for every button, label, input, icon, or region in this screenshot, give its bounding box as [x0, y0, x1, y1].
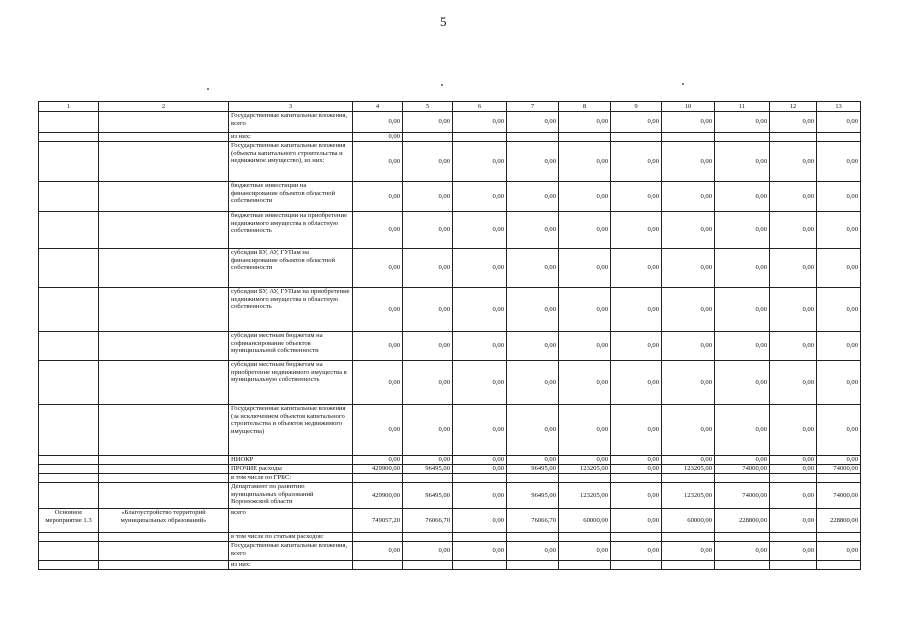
- table-body: [39, 112, 861, 570]
- value-cell: [353, 474, 403, 483]
- table-row: [39, 405, 861, 456]
- value-cell: 0,00: [770, 332, 817, 361]
- table-row: [39, 212, 861, 249]
- value-cell: [817, 561, 861, 570]
- value-cell: [611, 561, 662, 570]
- value-cell: 0,00: [507, 142, 559, 182]
- value-cell: 0,00: [507, 212, 559, 249]
- scan-speck: [207, 88, 209, 90]
- value-cell: [403, 133, 453, 142]
- value-cell: 0,00: [770, 542, 817, 561]
- value-cell: 0,00: [559, 332, 611, 361]
- table-row: [39, 112, 861, 133]
- value-cell: 0,00: [715, 405, 770, 456]
- value-cell: 749057,20: [353, 509, 403, 533]
- value-cell: 0,00: [817, 142, 861, 182]
- value-cell: 0,00: [770, 112, 817, 133]
- value-cell: 0,00: [559, 288, 611, 332]
- value-cell: 123205,00: [662, 483, 715, 509]
- value-cell: 0,00: [453, 509, 507, 533]
- value-cell: 0,00: [611, 182, 662, 212]
- activity-name-cell: [39, 212, 99, 249]
- value-cell: 0,00: [662, 182, 715, 212]
- value-cell: 0,00: [611, 542, 662, 561]
- value-cell: [611, 474, 662, 483]
- value-cell: 0,00: [353, 542, 403, 561]
- expense-item-cell: субсидии местным бюджетам на софинансирование объектов муниципальной собственности: [229, 332, 353, 361]
- value-cell: 0,00: [507, 182, 559, 212]
- value-cell: [507, 474, 559, 483]
- table-row: [39, 182, 861, 212]
- table-row: [39, 474, 861, 483]
- value-cell: 0,00: [611, 405, 662, 456]
- value-cell: 0,00: [453, 142, 507, 182]
- expense-item-cell: бюджетные инвестиции на финансирование объектов областной собственности: [229, 182, 353, 212]
- value-cell: [403, 561, 453, 570]
- value-cell: [559, 561, 611, 570]
- value-cell: 0,00: [559, 542, 611, 561]
- value-cell: 0,00: [611, 465, 662, 474]
- value-cell: 123205,00: [559, 483, 611, 509]
- value-cell: 429900,00: [353, 483, 403, 509]
- value-cell: 0,00: [817, 212, 861, 249]
- activity-name-cell: [39, 288, 99, 332]
- expense-item-cell: Департамент по развитию муниципальных образований Воронежской области: [229, 483, 353, 509]
- value-cell: 0,00: [559, 112, 611, 133]
- value-cell: 0,00: [403, 361, 453, 405]
- column-number: 9: [611, 102, 662, 112]
- value-cell: [403, 533, 453, 542]
- activity-title-cell: [99, 474, 229, 483]
- value-cell: 0,00: [817, 361, 861, 405]
- value-cell: 0,00: [353, 182, 403, 212]
- value-cell: 0,00: [353, 142, 403, 182]
- activity-name-cell: [39, 405, 99, 456]
- activity-title-cell: [99, 542, 229, 561]
- value-cell: 0,00: [770, 212, 817, 249]
- value-cell: [453, 533, 507, 542]
- value-cell: 0,00: [353, 112, 403, 133]
- value-cell: [559, 133, 611, 142]
- value-cell: [817, 533, 861, 542]
- value-cell: 0,00: [453, 465, 507, 474]
- activity-name-cell: [39, 133, 99, 142]
- value-cell: 0,00: [559, 142, 611, 182]
- value-cell: 0,00: [662, 249, 715, 288]
- value-cell: 0,00: [559, 405, 611, 456]
- value-cell: 0,00: [611, 361, 662, 405]
- value-cell: 76066,70: [507, 509, 559, 533]
- value-cell: 0,00: [453, 483, 507, 509]
- value-cell: [662, 133, 715, 142]
- expense-item-cell: в том числе по статьям расходов:: [229, 533, 353, 542]
- value-cell: 0,00: [453, 542, 507, 561]
- value-cell: 0,00: [662, 112, 715, 133]
- value-cell: 0,00: [403, 332, 453, 361]
- value-cell: 60000,00: [662, 509, 715, 533]
- value-cell: 0,00: [817, 112, 861, 133]
- value-cell: 76066,70: [403, 509, 453, 533]
- value-cell: 0,00: [770, 361, 817, 405]
- activity-name-cell: [39, 456, 99, 465]
- value-cell: 123205,00: [559, 465, 611, 474]
- table-row: [39, 142, 861, 182]
- value-cell: 0,00: [715, 112, 770, 133]
- value-cell: [662, 561, 715, 570]
- value-cell: 0,00: [611, 112, 662, 133]
- table-row: [39, 133, 861, 142]
- expense-item-cell: бюджетные инвестиции на приобретение недвижимого имущества в областную собственность: [229, 212, 353, 249]
- value-cell: 0,00: [662, 212, 715, 249]
- value-cell: 0,00: [715, 249, 770, 288]
- value-cell: 0,00: [507, 405, 559, 456]
- activity-title-cell: [99, 249, 229, 288]
- value-cell: 0,00: [611, 456, 662, 465]
- activity-title-cell: [99, 405, 229, 456]
- value-cell: [817, 133, 861, 142]
- activity-title-cell: [99, 112, 229, 133]
- value-cell: 0,00: [611, 483, 662, 509]
- value-cell: 0,00: [559, 361, 611, 405]
- value-cell: [715, 133, 770, 142]
- value-cell: 0,00: [507, 361, 559, 405]
- value-cell: [353, 533, 403, 542]
- expense-item-cell: ПРОЧИЕ расходы: [229, 465, 353, 474]
- activity-name-cell: [39, 474, 99, 483]
- value-cell: 0,00: [770, 142, 817, 182]
- value-cell: 0,00: [715, 182, 770, 212]
- value-cell: 0,00: [770, 405, 817, 456]
- column-number: 7: [507, 102, 559, 112]
- value-cell: [403, 474, 453, 483]
- value-cell: 0,00: [507, 332, 559, 361]
- value-cell: 0,00: [403, 542, 453, 561]
- activity-name-cell: [39, 465, 99, 474]
- activity-name-cell: [39, 332, 99, 361]
- value-cell: 0,00: [770, 249, 817, 288]
- table-row: [39, 288, 861, 332]
- value-cell: 0,00: [353, 249, 403, 288]
- column-number: 12: [770, 102, 817, 112]
- table-row: [39, 465, 861, 474]
- value-cell: 0,00: [611, 288, 662, 332]
- activity-title-cell: [99, 133, 229, 142]
- value-cell: 0,00: [611, 509, 662, 533]
- column-number: 2: [99, 102, 229, 112]
- value-cell: 228800,00: [817, 509, 861, 533]
- activity-name-cell: [39, 112, 99, 133]
- value-cell: 0,00: [453, 212, 507, 249]
- value-cell: 123205,00: [662, 465, 715, 474]
- activity-title-cell: [99, 142, 229, 182]
- value-cell: 0,00: [403, 142, 453, 182]
- value-cell: 0,00: [662, 332, 715, 361]
- activity-title-cell: [99, 483, 229, 509]
- value-cell: 0,00: [353, 456, 403, 465]
- column-number: 6: [453, 102, 507, 112]
- expense-item-cell: Государственные капитальные вложения, всего: [229, 542, 353, 561]
- column-number: 10: [662, 102, 715, 112]
- activity-title-cell: [99, 456, 229, 465]
- table-row: [39, 561, 861, 570]
- value-cell: 0,00: [507, 112, 559, 133]
- value-cell: 74000,00: [817, 483, 861, 509]
- value-cell: 0,00: [403, 212, 453, 249]
- value-cell: [817, 474, 861, 483]
- value-cell: 0,00: [715, 456, 770, 465]
- value-cell: 0,00: [817, 405, 861, 456]
- value-cell: 0,00: [559, 249, 611, 288]
- value-cell: 0,00: [611, 142, 662, 182]
- value-cell: 0,00: [715, 332, 770, 361]
- activity-title-cell: [99, 212, 229, 249]
- column-number: 8: [559, 102, 611, 112]
- value-cell: 74000,00: [715, 465, 770, 474]
- value-cell: 0,00: [453, 112, 507, 133]
- value-cell: 0,00: [770, 182, 817, 212]
- page-number: 5: [440, 14, 447, 29]
- table-row: [39, 483, 861, 509]
- value-cell: [770, 561, 817, 570]
- value-cell: 74000,00: [715, 483, 770, 509]
- value-cell: 0,00: [453, 288, 507, 332]
- value-cell: 429900,00: [353, 465, 403, 474]
- value-cell: 0,00: [662, 361, 715, 405]
- value-cell: 0,00: [662, 405, 715, 456]
- expense-item-cell: всего: [229, 509, 353, 533]
- value-cell: 0,00: [453, 182, 507, 212]
- activity-name-cell: Основное мероприятие 1.3: [39, 509, 99, 533]
- activity-title-cell: «Благоустройство территорий муниципальных образований»: [99, 509, 229, 533]
- value-cell: 0,00: [403, 456, 453, 465]
- activity-title-cell: [99, 465, 229, 474]
- value-cell: 0,00: [453, 249, 507, 288]
- value-cell: 0,00: [453, 361, 507, 405]
- activity-title-cell: [99, 361, 229, 405]
- value-cell: 0,00: [770, 509, 817, 533]
- activity-name-cell: [39, 542, 99, 561]
- column-number: 11: [715, 102, 770, 112]
- value-cell: 0,00: [817, 456, 861, 465]
- column-number: 4: [353, 102, 403, 112]
- value-cell: 0,00: [611, 249, 662, 288]
- value-cell: 228800,00: [715, 509, 770, 533]
- value-cell: 0,00: [817, 249, 861, 288]
- value-cell: 96495,00: [507, 465, 559, 474]
- value-cell: 0,00: [770, 288, 817, 332]
- expense-item-cell: из них:: [229, 561, 353, 570]
- value-cell: 0,00: [403, 249, 453, 288]
- activity-title-cell: [99, 288, 229, 332]
- column-number-row: [39, 102, 861, 112]
- value-cell: 0,00: [507, 249, 559, 288]
- value-cell: 0,00: [559, 182, 611, 212]
- value-cell: 0,00: [353, 212, 403, 249]
- value-cell: 0,00: [662, 288, 715, 332]
- value-cell: [353, 561, 403, 570]
- value-cell: 74000,00: [817, 465, 861, 474]
- table-row: [39, 542, 861, 561]
- value-cell: 0,00: [453, 405, 507, 456]
- value-cell: 0,00: [770, 456, 817, 465]
- activity-name-cell: [39, 483, 99, 509]
- value-cell: 0,00: [559, 456, 611, 465]
- value-cell: 0,00: [817, 288, 861, 332]
- scan-speck: [682, 83, 684, 85]
- value-cell: 0,00: [353, 361, 403, 405]
- value-cell: 0,00: [559, 212, 611, 249]
- activity-name-cell: [39, 142, 99, 182]
- value-cell: 0,00: [715, 212, 770, 249]
- value-cell: [611, 533, 662, 542]
- table-row: [39, 361, 861, 405]
- value-cell: 96495,00: [507, 483, 559, 509]
- activity-name-cell: [39, 182, 99, 212]
- value-cell: 0,00: [662, 542, 715, 561]
- value-cell: [507, 133, 559, 142]
- expense-item-cell: Государственные капитальные вложения (за исключением объектов капитального строительства и объектов недвижимого имущества): [229, 405, 353, 456]
- column-number: 5: [403, 102, 453, 112]
- column-number: 3: [229, 102, 353, 112]
- value-cell: [770, 474, 817, 483]
- value-cell: 0,00: [403, 182, 453, 212]
- value-cell: 0,00: [403, 112, 453, 133]
- value-cell: 0,00: [353, 288, 403, 332]
- value-cell: 60000,00: [559, 509, 611, 533]
- value-cell: 0,00: [403, 405, 453, 456]
- value-cell: 0,00: [817, 332, 861, 361]
- value-cell: [453, 133, 507, 142]
- value-cell: 0,00: [453, 332, 507, 361]
- table-row: [39, 509, 861, 533]
- activity-name-cell: [39, 533, 99, 542]
- activity-title-cell: [99, 533, 229, 542]
- value-cell: 0,00: [353, 133, 403, 142]
- table-row: [39, 533, 861, 542]
- value-cell: [715, 533, 770, 542]
- value-cell: [770, 533, 817, 542]
- value-cell: 0,00: [770, 483, 817, 509]
- value-cell: 0,00: [817, 542, 861, 561]
- value-cell: 0,00: [611, 212, 662, 249]
- value-cell: [453, 474, 507, 483]
- activity-title-cell: [99, 332, 229, 361]
- value-cell: [715, 561, 770, 570]
- activity-name-cell: [39, 361, 99, 405]
- expense-item-cell: в том числе по ГРБС:: [229, 474, 353, 483]
- activity-name-cell: [39, 249, 99, 288]
- value-cell: 0,00: [353, 332, 403, 361]
- value-cell: 0,00: [715, 288, 770, 332]
- value-cell: 0,00: [662, 456, 715, 465]
- value-cell: 0,00: [507, 542, 559, 561]
- value-cell: 0,00: [715, 142, 770, 182]
- value-cell: 0,00: [715, 542, 770, 561]
- expense-item-cell: НИОКР: [229, 456, 353, 465]
- column-number: 1: [39, 102, 99, 112]
- value-cell: 0,00: [507, 456, 559, 465]
- value-cell: [507, 533, 559, 542]
- table-row: [39, 332, 861, 361]
- expense-item-cell: из них:: [229, 133, 353, 142]
- activity-title-cell: [99, 182, 229, 212]
- value-cell: [559, 533, 611, 542]
- value-cell: [662, 474, 715, 483]
- activity-name-cell: [39, 561, 99, 570]
- expense-item-cell: субсидии БУ, АУ, ГУПам на финансирование объектов областной собственности: [229, 249, 353, 288]
- value-cell: [559, 474, 611, 483]
- value-cell: [715, 474, 770, 483]
- budget-table: [38, 101, 861, 570]
- value-cell: 0,00: [770, 465, 817, 474]
- value-cell: 0,00: [817, 182, 861, 212]
- value-cell: 0,00: [715, 361, 770, 405]
- value-cell: 0,00: [453, 456, 507, 465]
- scan-speck: [441, 84, 443, 86]
- table-row: [39, 456, 861, 465]
- expense-item-cell: субсидии местным бюджетам на приобретение недвижимого имущества в муниципальную собственность: [229, 361, 353, 405]
- value-cell: 0,00: [353, 405, 403, 456]
- value-cell: [507, 561, 559, 570]
- value-cell: [453, 561, 507, 570]
- expense-item-cell: Государственные капитальные вложения (объекты капитального строительства и недвижимое имущество), из них:: [229, 142, 353, 182]
- expense-item-cell: Государственные капитальные вложения, всего: [229, 112, 353, 133]
- value-cell: 96495,00: [403, 483, 453, 509]
- value-cell: [611, 133, 662, 142]
- value-cell: 0,00: [507, 288, 559, 332]
- column-number: 13: [817, 102, 861, 112]
- value-cell: 0,00: [662, 142, 715, 182]
- value-cell: 0,00: [611, 332, 662, 361]
- value-cell: 96495,00: [403, 465, 453, 474]
- value-cell: 0,00: [403, 288, 453, 332]
- activity-title-cell: [99, 561, 229, 570]
- expense-item-cell: субсидии БУ, АУ, ГУПам на приобретение недвижимого имущества в областную собственность: [229, 288, 353, 332]
- table-row: [39, 249, 861, 288]
- value-cell: [662, 533, 715, 542]
- value-cell: [770, 133, 817, 142]
